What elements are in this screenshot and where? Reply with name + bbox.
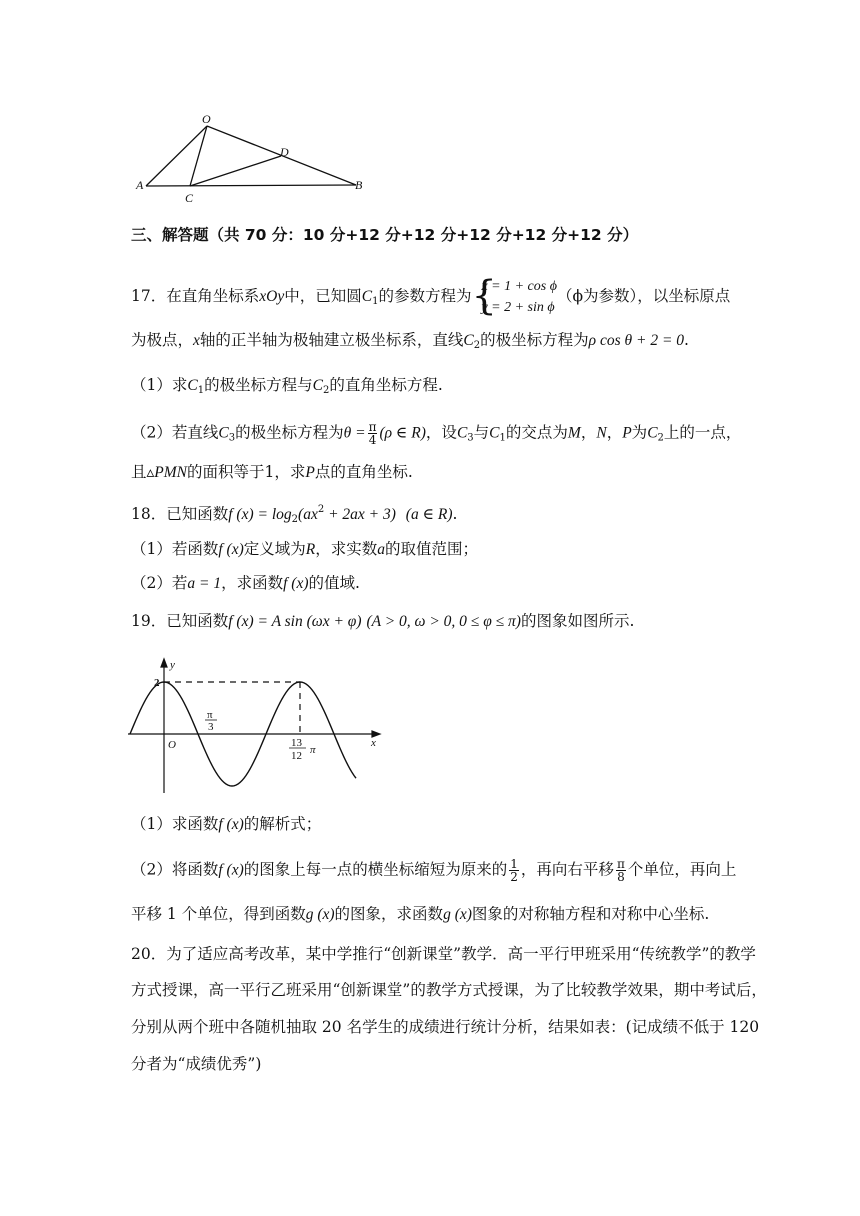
q17-c2: C — [463, 332, 474, 349]
q18-number: 18． — [131, 505, 167, 523]
q18-part1: （1）若函数f (x)定义域为R，求实数a的取值范围； — [131, 540, 479, 558]
section-title: 三、解答题（共 70 分：10 分+12 分+12 分+12 分+12 分+12 分） — [131, 226, 639, 244]
label-A: A — [136, 178, 144, 192]
q17-part1: （1）求$C_1$的极坐标方程与$C_2$的直角坐标方程. — [131, 376, 443, 396]
q19-part2: （2）将函数f (x)的图象上每一点的横坐标缩短为原来的 $\frac{1}{2}$ ，再向右平移 $\frac{\pi}{8}$ 个单位，再向上 — [131, 857, 737, 884]
q17-text: 在直角坐标系 — [166, 287, 260, 305]
q17-text: 的极坐标方程为 — [480, 331, 589, 349]
q17-eq-y: y = 2 + sin ϕ — [481, 300, 555, 315]
q18-part2: （2）若a = 1，求函数f (x)的值域. — [131, 574, 360, 592]
q17-text: 中，已知圆 — [284, 287, 362, 305]
label-C: C — [185, 191, 194, 205]
q18-stem: 18．已知函数f $(x) = \log_2(ax^2 + 2ax + 3)$ (a ∈ R). — [131, 504, 458, 525]
triangle-figure — [128, 108, 378, 208]
q20-line3: 分别从两个班中各随机抽取 20 名学生的成绩进行统计分析，结果如表：(记成绩不低于 120 — [131, 1018, 760, 1036]
q17-part2: （2）若直线$C_3$的极坐标方程为θ = $\frac{\pi}{4}$ (ρ ∈ R)，设$C_3$与$C_1$的交点为M，N，P为$C_2$上的一点， — [131, 420, 742, 447]
x2-num: 13 — [291, 737, 302, 749]
q17-text: 的参数方程为 — [378, 287, 472, 305]
q17-text: 轴的正半轴为极轴建立极坐标系，直线 — [199, 331, 464, 349]
origin-label: O — [168, 739, 176, 751]
q17-text: 为极点， — [131, 331, 194, 349]
q17-line2: 为极点，x轴的正半轴为极轴建立极坐标系，直线$C_2$的极坐标方程为ρ cos θ + 2 = 0. — [131, 331, 689, 351]
label-D: D — [280, 145, 289, 159]
max-value-label: 2 — [154, 677, 160, 689]
y-axis-arrow — [161, 659, 167, 667]
q17-polar-eq: ρ cos θ + 2 = 0 — [588, 332, 685, 349]
q17-line1: 17．在直角坐标系xOy中，已知圆$C_1$的参数方程为 { x = 1 + cos ϕ y = 2 + sin ϕ （ϕ为参数），以坐标原点 — [131, 273, 731, 319]
q17-c1: C — [361, 288, 373, 305]
pi3-num: π — [207, 709, 213, 721]
q17-text: （ϕ为参数），以坐标原点 — [556, 287, 731, 305]
q17-param-system: { x = 1 + cos ϕ y = 2 + sin ϕ — [471, 273, 557, 319]
x-label: x — [371, 737, 376, 749]
q20-line2: 方式授课，高一平行乙班采用“创新课堂”的教学方式授课，为了比较教学效果，期中考试后， — [131, 981, 767, 999]
q19-part2-line2: 平移 1 个单位，得到函数g (x)的图象，求函数g (x)图象的对称轴方程和对称中心坐标. — [131, 905, 710, 923]
q17-part2-line2: 且▵PMN的面积等于1，求P点的直角坐标. — [131, 463, 413, 481]
label-O: O — [202, 112, 211, 126]
q17-eq-x: x = 1 + cos ϕ — [481, 279, 557, 294]
q20-line1: 20．为了适应高考改革，某中学推行“创新课堂”教学．高一平行甲班采用“传统教学”的教学 — [131, 945, 756, 963]
q17-number: 17． — [131, 287, 167, 305]
q20-line4: 分者为“成绩优秀”) — [131, 1055, 262, 1073]
label-B: B — [355, 178, 363, 192]
q17-xoy: xOy — [259, 288, 285, 305]
x2-den: 12 — [291, 750, 302, 762]
x2-pi: π — [310, 744, 316, 756]
q19-part1: （1）求函数f (x)的解析式； — [131, 815, 322, 833]
q17-x: x — [193, 332, 200, 349]
q19-number: 19． — [131, 612, 167, 630]
segment-AB — [146, 185, 356, 186]
pi3-den: 3 — [208, 721, 214, 733]
q19-stem: 19．已知函数f (x) = A sin (ωx + φ) (A > 0, ω > 0, 0 ≤ φ ≤ π)的图象如图所示. — [131, 612, 635, 630]
y-label: y — [170, 659, 175, 671]
segment-CD — [190, 156, 281, 186]
q17-text: . — [684, 331, 689, 349]
sine-graph — [128, 656, 390, 794]
